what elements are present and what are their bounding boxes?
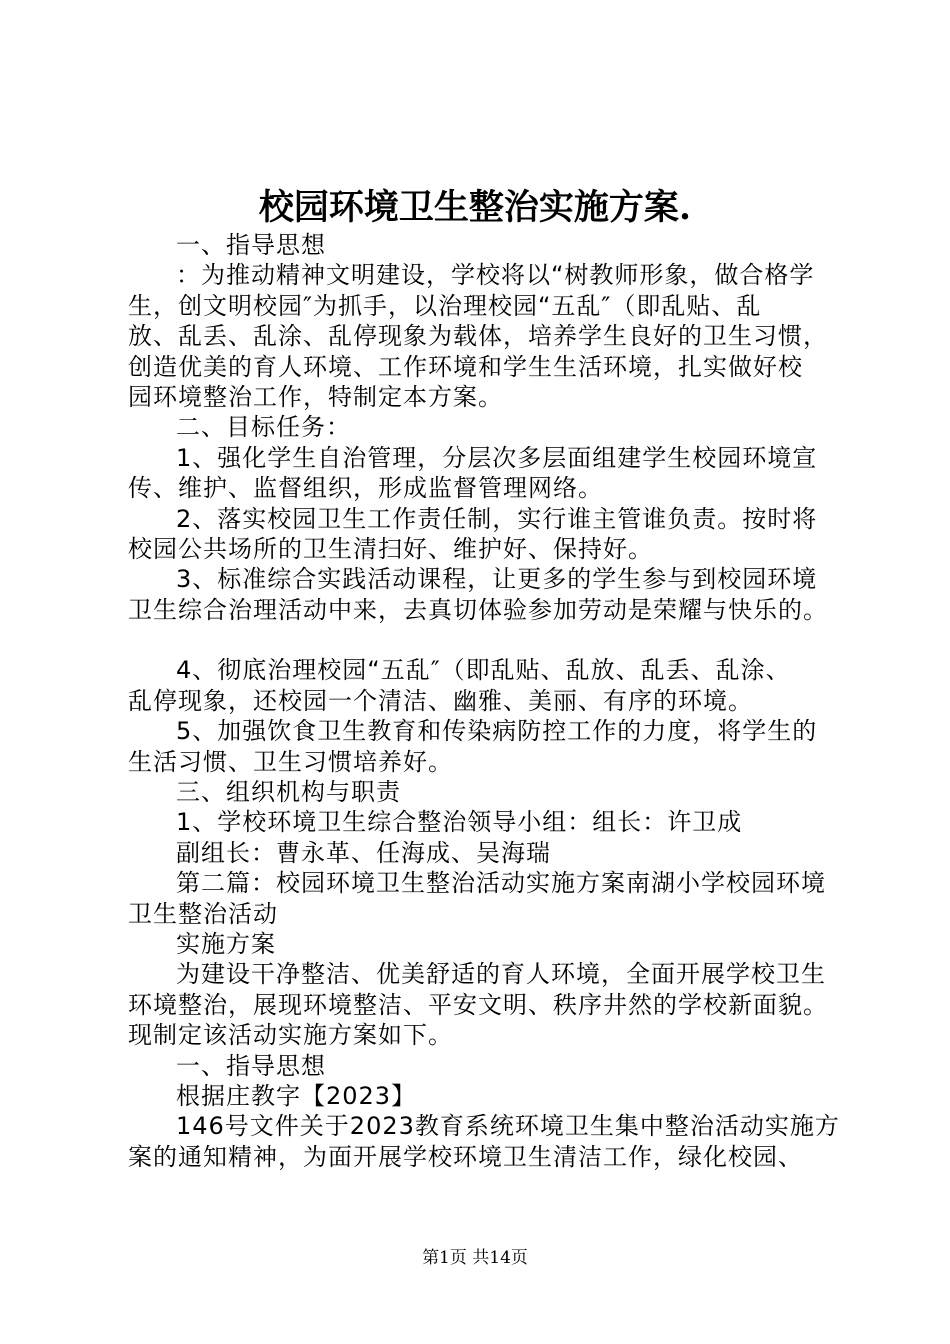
paragraph-line: 二、目标任务： [176,413,351,442]
paragraph-line: 案的通知精神，为面开展学校环境卫生清洁工作，绿化校园、 [128,1142,803,1171]
paragraph-line: 3、标准综合实践活动课程，让更多的学生参与到校园环境 [176,565,818,594]
paragraph-line: 创造优美的育人环境、工作环境和学生生活环境，扎实做好校 [128,352,803,381]
paragraph-line: 1、学校环境卫生综合整治领导小组：组长：许卫成 [176,808,743,837]
paragraph-line: 第二篇：校园环境卫生整治活动实施方案南湖小学校园环境 [176,869,826,898]
paragraph-line: 根据庄教字【2023】 [176,1081,417,1110]
paragraph-line: 146号文件关于2023教育系统环境卫生集中整治活动实施方 [176,1112,840,1141]
paragraph-line: 校园公共场所的卫生清扫好、维护好、保持好。 [128,534,653,563]
paragraph-line: 一、指导思想 [176,1051,326,1080]
paragraph-line: 环境整治，展现环境整洁、平安文明、秩序井然的学校新面貌。 [128,990,828,1019]
paragraph-line: 卫生综合治理活动中来，去真切体验参加劳动是荣耀与快乐的。 [128,595,828,624]
blank-line [128,625,843,655]
paragraph-line: 现制定该活动实施方案如下。 [128,1021,453,1050]
paragraph-line: 三、组织机构与职责 [176,778,401,807]
paragraph-line: 园环境整治工作，特制定本方案。 [128,382,503,411]
paragraph-line: 2、落实校园卫生工作责任制，实行谁主管谁负责。按时将 [176,504,818,533]
paragraph-line: 1、强化学生自治管理，分层次多层面组建学生校园环境宣 [176,443,818,472]
document-title: 校园环境卫生整治实施方案. [258,187,692,228]
paragraph-line: 实施方案 [176,929,276,958]
paragraph-line: 为建设干净整洁、优美舒适的育人环境，全面开展学校卫生 [176,960,826,989]
paragraph-line: 5、加强饮食卫生教育和传染病防控工作的力度，将学生的 [176,717,818,746]
paragraph-line: ：为推动精神文明建设，学校将以“树教师形象，做合格学 [176,261,815,290]
paragraph-line: 乱停现象，还校园一个清洁、幽雅、美丽、有序的环境。 [128,686,753,715]
paragraph-line: 副组长：曹永革、任海成、吴海瑞 [176,838,551,867]
paragraph-line: 生，创文明校园″为抓手，以治理校园“五乱″（即乱贴、乱 [128,291,762,320]
paragraph-line: 放、乱丢、乱涂、乱停现象为载体，培养学生良好的卫生习惯， [128,322,828,351]
paragraph-line: 卫生整治活动 [128,899,278,928]
paragraph-line: 4、彻底治理校园“五乱″（即乱贴、乱放、乱丢、乱涂、 [176,656,791,685]
document-body [128,230,843,1172]
paragraph-line: 传、维护、监督组织，形成监督管理网络。 [128,474,603,503]
page-footer: 第1页 共14页 [422,1248,528,1268]
paragraph-line: 生活习惯、卫生习惯培养好。 [128,747,453,776]
paragraph-line: 一、指导思想 [176,231,326,259]
